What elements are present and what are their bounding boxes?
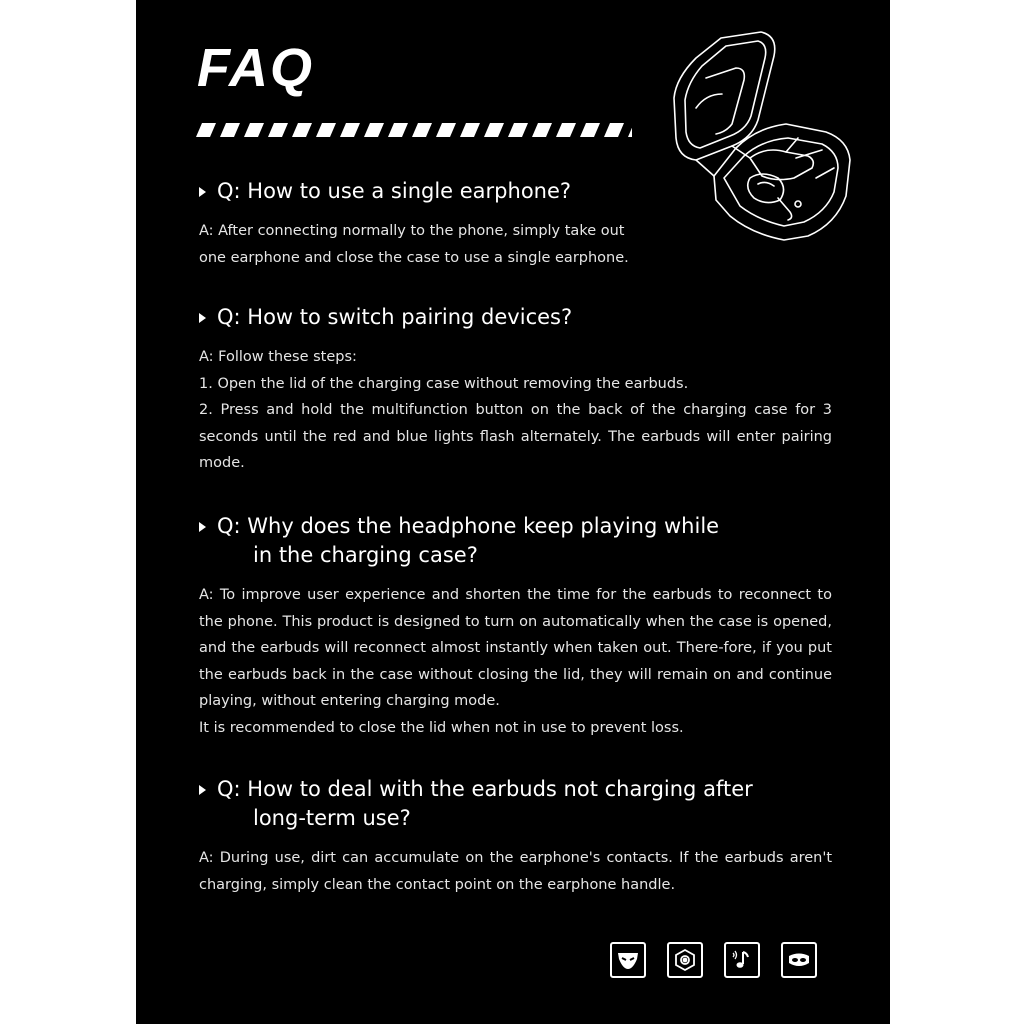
stripe [316, 123, 336, 137]
stripe [388, 123, 408, 137]
stripe [508, 123, 528, 137]
faq-item [199, 177, 832, 271]
stripe [244, 123, 264, 137]
stripe [220, 123, 240, 137]
answer-line: 1. Open the lid of the charging case without removing the earbuds. [199, 375, 689, 392]
answer-line: A: After connecting normally to the phone, simply take out [199, 223, 625, 239]
answer-line: 2. Press and hold the multifunction button on the back of the charging case for 3 seconds until the red and blue lights flash alternately. The earbuds will enter pairing mode. [199, 402, 832, 471]
faq-item [199, 775, 832, 898]
faq-answer [199, 344, 832, 477]
stripe [580, 123, 600, 137]
stripe [484, 123, 504, 137]
hazard-stripe-divider [196, 123, 632, 137]
faq-answer [199, 582, 832, 741]
question-line: Q: How to switch pairing devices? [217, 305, 573, 329]
stripe [556, 123, 576, 137]
shield-eye-icon [667, 942, 703, 978]
stripe [532, 123, 552, 137]
answer-line: It is recommended to close the lid when not in use to prevent loss. [199, 719, 684, 736]
stripe [604, 123, 624, 137]
stripe [460, 123, 480, 137]
faq-question [199, 512, 832, 570]
stripe [364, 123, 384, 137]
answer-line: one earphone and close the case to use a single earphone. [199, 249, 629, 266]
question-line: Q: How to use a single earphone? [217, 179, 572, 203]
music-note-icon [724, 942, 760, 978]
stripe [436, 123, 456, 137]
answer-line: A: During use, dirt can accumulate on the earphone's contacts. If the earbuds aren't charging, simply clean the contact point on the earphone handle. [199, 850, 832, 893]
feature-icons [610, 942, 817, 978]
faq-item [199, 512, 832, 741]
faq-answer [199, 845, 832, 898]
stripe [340, 123, 360, 137]
stripe [628, 123, 632, 137]
eyes-icon [781, 942, 817, 978]
faq-item [199, 303, 832, 477]
stripe [292, 123, 312, 137]
faq-panel [136, 0, 890, 1024]
faq-question [199, 775, 832, 833]
mask-icon [610, 942, 646, 978]
answer-line: A: Follow these steps: [199, 349, 357, 365]
stripe [412, 123, 432, 137]
question-line: Q: Why does the headphone keep playing while [217, 514, 720, 538]
answer-line: A: To improve user experience and shorten the time for the earbuds to reconnect to the phone. This product is designed to turn on automatically when the case is opened, and the earbuds will reconnect almost instantly when taken out. There-fore, if you put the earbuds back in the case without closing the lid, they will remain on and continue playing, without entering charging mode. [199, 587, 832, 709]
faq-answer [199, 218, 832, 271]
faq-question [199, 303, 832, 332]
question-line: long-term use? [253, 806, 411, 830]
stripe [196, 123, 216, 137]
page-title: FAQ [197, 38, 315, 98]
question-line: in the charging case? [253, 543, 478, 567]
question-line: Q: How to deal with the earbuds not charging after [217, 777, 753, 801]
faq-question [199, 177, 832, 206]
stripe [268, 123, 288, 137]
